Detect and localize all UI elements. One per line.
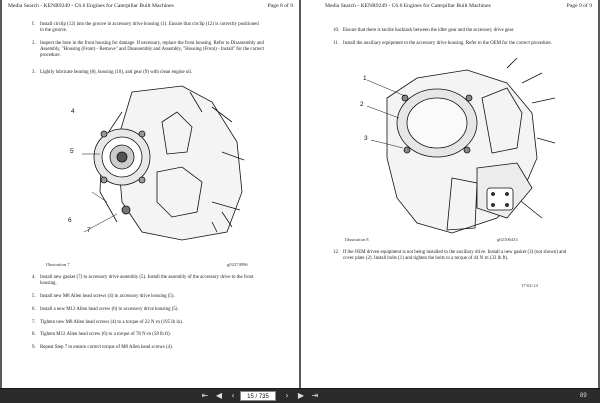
left-callout-4: 4 — [71, 108, 75, 115]
prev-page-icon[interactable]: ◀ — [215, 391, 223, 400]
next-page-icon[interactable]: ▶ — [297, 391, 305, 400]
page-up-icon[interactable]: ‹ — [231, 391, 235, 400]
left-header-page: Page 8 of 9 — [267, 3, 293, 9]
left-page: Media Search - KENR9249 - C6.6 Engines for Caterpillar Built Machines Page 8 of 9 f. Install circlip (12) into the groove in accessory drive housing (1). Ensure that circlip (12) is correctly positioned in the groove. 2. Inspect the bore in the front housing for damage. If necessary, replace the front housing. Refer to Disassembly and Assembly, "Housing (Front) - Remove" and Disassembly and Assembly, "Housing (Front) - Install" for the correct procedure. 3. Lightly lubricate bearing (8), housing (10), and gear (9) with clean engine oil. 4 5 6 7 Illustration 7 g02374996 4. Install new gasket (7) to accessory drive assembly (5). Install the assembly of the accessory drive to the front housing. 5. Install new M8 Allen head screws (4) to accessory drive housing (5). 6. Install a new M12 Allen head screw (6) to accessory drive housing (5). 7. Tighten new M8 Allen head screws (4) to a torque of 22 N·m (195 lb in). 8. Tighten M12 Allen head screw (6) to a torque of 78 N·m (58 lb ft). 9. Repeat Step 7 to ensure correct torque of M8 Allen head screws (4). — [2, 0, 299, 388]
left-callout-5: 5 — [70, 148, 74, 155]
left-header-title: Media Search - KENR9249 - C6.6 Engines for Caterpillar Built Machines — [8, 3, 174, 9]
right-callout-1: 1 — [363, 75, 367, 82]
right-header-title: Media Search - KENR9249 - C6.6 Engines for Caterpillar Built Machines — [325, 3, 491, 9]
left-callout-7: 7 — [87, 227, 91, 234]
illustration-7-caption: Illustration 7 — [46, 262, 70, 267]
viewer-toolbar — [0, 388, 600, 403]
right-footer-date: 17-02-14 — [521, 283, 538, 288]
page-down-icon[interactable]: › — [285, 391, 289, 400]
illustration-7 — [62, 82, 252, 242]
first-page-icon[interactable]: ⇤ — [201, 391, 209, 400]
right-callout-3: 3 — [364, 135, 368, 142]
illustration-8-caption: Illustration 8 — [345, 237, 369, 242]
right-page: Media Search - KENR9249 - C6.6 Engines for Caterpillar Built Machines Page 9 of 9 10. Ensure that there is tactile backlash between the idler gear and the accessory drive gear. 11. Install the auxiliary equipment to the accessory drive housing. Refer to the OEM for the correct procedure. 1 2 3 Illustration 8 g02106433 12. If the OEM driven equipment is not being installed to the auxiliary drive. Install a new gasket (3) (not shown) and cover plate (2). Install bolts (1) and tighten the bolts to a torque of 44 N·m (33 lb ft). 17-02-14 — [301, 0, 598, 388]
left-callout-6: 6 — [68, 217, 72, 224]
illustration-8 — [357, 58, 557, 238]
illustration-8-id: g02106433 — [497, 237, 518, 242]
illustration-7-id: g02374996 — [227, 262, 248, 267]
right-header-page: Page 9 of 9 — [566, 3, 592, 9]
zoom-level[interactable]: 89 — [580, 393, 587, 399]
page-indicator[interactable]: 15 / 735 — [240, 391, 276, 401]
right-callout-2: 2 — [360, 101, 364, 108]
last-page-icon[interactable]: ⇥ — [311, 391, 319, 400]
